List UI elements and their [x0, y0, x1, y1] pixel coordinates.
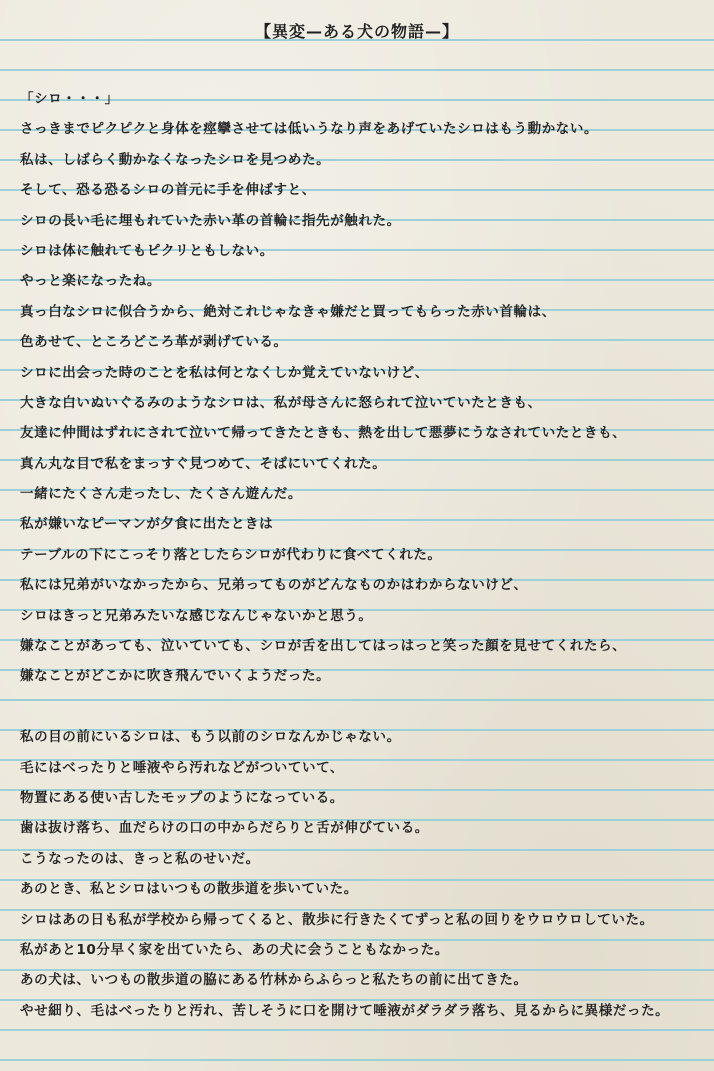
story-line: 大きな白いぬいぐるみのようなシロは、私が母さんに怒られて泣いていたときも、: [20, 394, 542, 411]
story-line: 色あせて、ところどころ革が剥げている。: [20, 334, 288, 351]
story-line: やっと楽になったね。: [20, 273, 161, 290]
story-line: 私は、しばらく動かなくなったシロを見つめた。: [20, 151, 331, 168]
story-line: 私があと10分早く家を出ていたら、あの犬に会うこともなかった。: [20, 941, 449, 958]
story-title: 【異変—ある犬の物語—】: [254, 22, 459, 41]
story-line: シロの長い毛に埋もれていた赤い革の首輪に指先が触れた。: [20, 212, 401, 229]
story-line: シロは体に触れてもピクリともしない。: [20, 242, 274, 259]
story-line: 真ん丸な目で私をまっすぐ見つめて、そばにいてくれた。: [20, 455, 387, 472]
story-line: 友達に仲間はずれにされて泣いて帰ってきたときも、熱を出して悪夢にうなされていたときも、: [20, 425, 627, 442]
story-line: 私には兄弟がいなかったから、兄弟ってものがどんなものかはわからないけど、: [20, 577, 528, 594]
story-line: そして、恐る恐るシロの首元に手を伸ばすと、: [20, 182, 316, 199]
story-line: テーブルの下にこっそり落としたらシロが代わりに食べてくれた。: [20, 546, 442, 563]
story-body: [20, 84, 714, 1026]
story-line: 真っ白なシロに似合うから、絶対これじゃなきゃ嫌だと買ってもらった赤い首輪は、: [20, 303, 556, 320]
story-line: 私の目の前にいるシロは、もう以前のシロなんかじゃない。: [20, 729, 401, 746]
story-line: シロはあの日も私が学校から帰ってくると、散歩に行きたくてずっと私の回りをウロウロしていた。: [20, 911, 654, 928]
story-line: やせ細り、毛はべったりと汚れ、苦しそうに口を開けて唾液がダラダラ落ち、見るからに異様だった。: [20, 1002, 670, 1019]
story-line: 物置にある使い古したモップのようになっている。: [20, 789, 344, 806]
story-line: シロはきっと兄弟みたいな感じなんじゃないかと思う。: [20, 607, 373, 624]
story-line: 嫌なことがどこかに吹き飛んでいくようだった。: [20, 668, 331, 685]
story-line: 「シロ・・・」: [20, 91, 119, 107]
story-line: あのとき、私とシロはいつもの散歩道を歩いていた。: [20, 881, 358, 898]
story-line: 嫌なことがあっても、泣いていても、シロが舌を出してはっはっと笑った顔を見せてくれたら、: [20, 638, 627, 655]
story-line: シロに出会った時のことを私は何となくしか覚えていないけど、: [20, 364, 429, 381]
story-line: 毛にはべったりと唾液やら汚れなどがついていて、: [20, 759, 345, 776]
story-line: 歯は抜け落ち、血だらけの口の中からだらりと舌が伸びている。: [20, 820, 429, 837]
story-line: 一緒にたくさん走ったし、たくさん遊んだ。: [20, 486, 302, 503]
blank-line: [20, 692, 714, 722]
story-line: 私が嫌いなピーマンが夕食に出たときは: [20, 516, 274, 533]
story-line: こうなったのは、きっと私のせいだ。: [20, 850, 260, 867]
story-line: あの犬は、いつもの散歩道の脇にある竹林からふらっと私たちの前に出てきた。: [20, 972, 528, 989]
story-line: さっきまでピクピクと身体を痙攣させては低いうなり声をあげていたシロはもう動かない。: [20, 121, 599, 138]
